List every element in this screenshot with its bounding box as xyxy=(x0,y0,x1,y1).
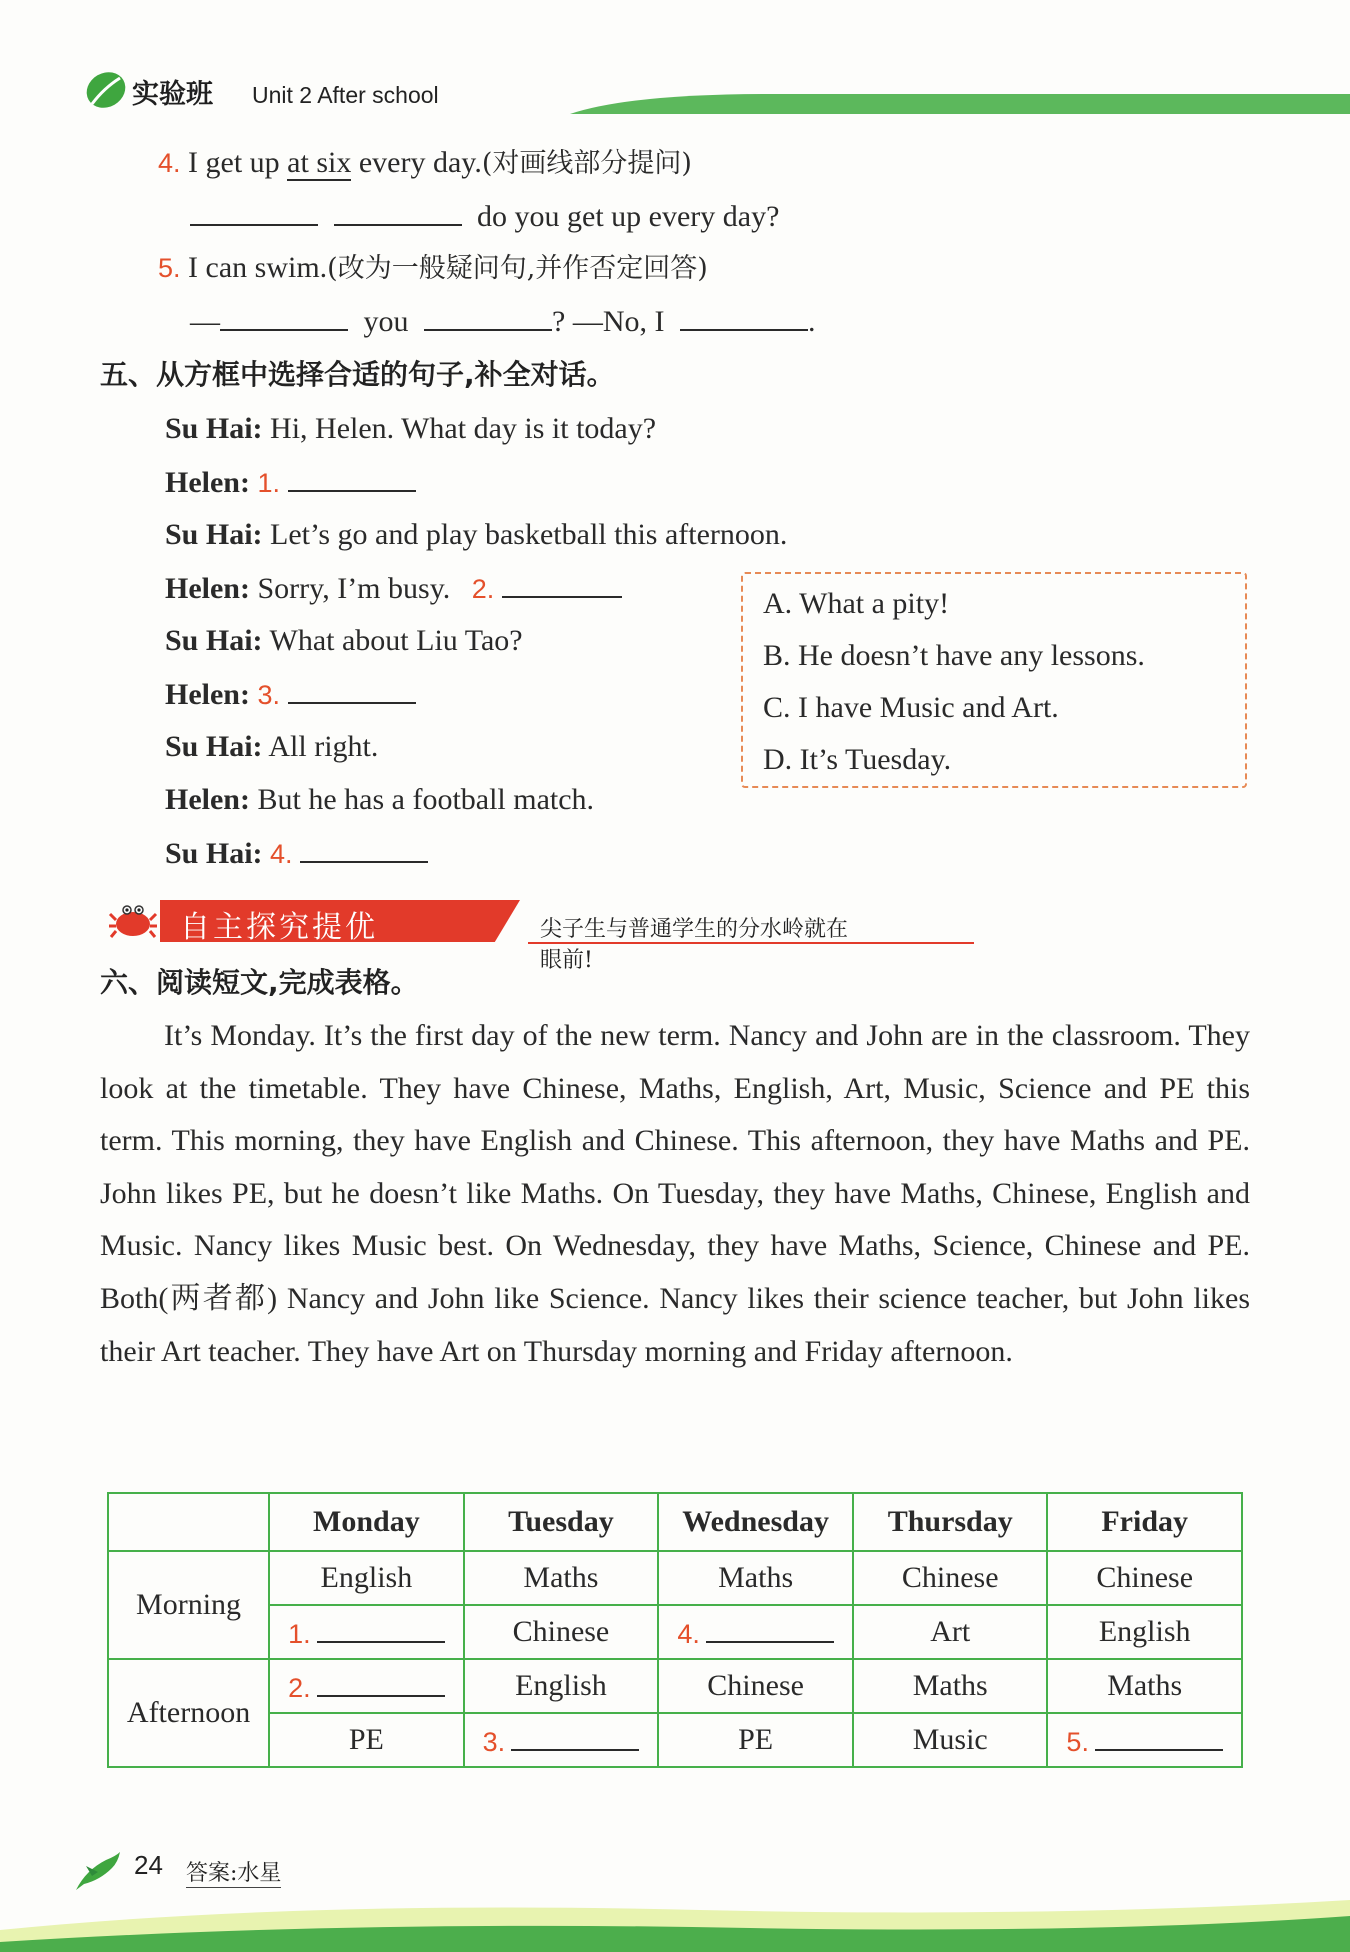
page-header xyxy=(80,70,1300,120)
table-header-cell: Tuesday xyxy=(464,1493,659,1551)
answer-blank[interactable] xyxy=(288,464,416,492)
question-5-answer: — you ? —No, I . xyxy=(190,305,816,338)
unit-title: Unit 2 After school xyxy=(252,82,439,108)
table-cell: English xyxy=(269,1551,464,1605)
table-cell: PE xyxy=(269,1713,464,1767)
answer-blank[interactable] xyxy=(1095,1721,1223,1751)
table-cell: Maths xyxy=(464,1551,659,1605)
option-c: C. I have Music and Art. xyxy=(763,691,1059,724)
timetable xyxy=(107,1492,1243,1768)
options-box xyxy=(741,572,1247,788)
answer-blank[interactable] xyxy=(220,303,348,331)
answer-blank[interactable] xyxy=(317,1613,445,1643)
dialogue-line: Su Hai: What about Liu Tao? xyxy=(165,624,523,657)
answer-blank[interactable] xyxy=(680,303,808,331)
footer-green-wave xyxy=(0,1880,1350,1952)
leaf-logo-icon xyxy=(84,70,128,110)
row-label-afternoon: Afternoon xyxy=(108,1659,269,1767)
table-header-cell: Monday xyxy=(269,1493,464,1551)
table-cell: Maths xyxy=(658,1551,853,1605)
answer-blank[interactable] xyxy=(334,198,462,226)
question-4: 4. I get up at six every day.(对画线部分提问) xyxy=(158,146,692,179)
dialogue-line: Su Hai: Let’s go and play basketball this afternoon. xyxy=(165,518,788,551)
table-cell-blank[interactable]: 2. xyxy=(269,1659,464,1713)
banner-title: 自主探究提优 xyxy=(180,910,378,945)
table-cell: PE xyxy=(658,1713,853,1767)
underlined-phrase: at six xyxy=(287,146,352,179)
table-cell: English xyxy=(1047,1605,1242,1659)
table-cell-blank[interactable]: 4. xyxy=(658,1605,853,1659)
table-cell: Art xyxy=(853,1605,1047,1659)
table-cell: Chinese xyxy=(658,1659,853,1713)
dialogue-line: Helen: But he has a football match. xyxy=(165,783,595,816)
dialogue-line: Su Hai: 4. xyxy=(165,835,428,872)
header-green-bar xyxy=(570,92,1350,114)
table-cell: Maths xyxy=(1047,1659,1242,1713)
section-banner xyxy=(108,900,868,973)
answer-blank[interactable] xyxy=(511,1721,639,1751)
dialogue-line: Helen: 3. xyxy=(165,676,416,713)
answer-blank[interactable] xyxy=(300,835,428,863)
question-5: 5. I can swim.(改为一般疑问句,并作否定回答) xyxy=(158,251,708,284)
table-cell: Music xyxy=(853,1713,1047,1767)
table-row xyxy=(108,1659,1242,1713)
section-5-title: 五、从方框中选择合适的句子,补全对话。 xyxy=(100,358,615,391)
table-header-row xyxy=(108,1493,1242,1551)
option-a: A. What a pity! xyxy=(763,587,950,620)
banner-subtitle: 尖子生与普通学生的分水岭就在眼前! xyxy=(540,917,849,973)
table-cell: Chinese xyxy=(853,1551,1047,1605)
brand-name: 实验班 xyxy=(132,79,213,110)
option-d: D. It’s Tuesday. xyxy=(763,743,952,776)
instruction-note: (改为一般疑问句,并作否定回答) xyxy=(327,253,708,284)
table-header-cell: Wednesday xyxy=(658,1493,853,1551)
dialogue-line: Su Hai: Hi, Helen. What day is it today? xyxy=(165,412,657,445)
table-cell-blank[interactable]: 1. xyxy=(269,1605,464,1659)
table-row xyxy=(108,1551,1242,1605)
answer-blank[interactable] xyxy=(502,570,622,598)
answer-blank[interactable] xyxy=(317,1667,445,1697)
answer-blank[interactable] xyxy=(190,198,318,226)
question-number: 4. xyxy=(158,148,181,178)
page-number: 24 xyxy=(134,1850,163,1880)
table-cell: Chinese xyxy=(1047,1551,1242,1605)
crab-icon xyxy=(108,900,158,942)
instruction-note: (对画线部分提问) xyxy=(481,148,692,179)
question-number: 5. xyxy=(158,253,181,283)
table-cell: English xyxy=(464,1659,659,1713)
dialogue-line: Su Hai: All right. xyxy=(165,730,379,763)
table-cell-blank[interactable]: 5. xyxy=(1047,1713,1242,1767)
option-b: B. He doesn’t have any lessons. xyxy=(763,639,1145,672)
dialogue-line: Helen: 1. xyxy=(165,464,416,501)
table-cell: Maths xyxy=(853,1659,1047,1713)
section-6-title: 六、阅读短文,完成表格。 xyxy=(100,966,419,999)
table-header-cell: Thursday xyxy=(853,1493,1047,1551)
answer-blank[interactable] xyxy=(288,676,416,704)
answer-blank[interactable] xyxy=(706,1613,834,1643)
answer-key: 答案:水星 xyxy=(186,1856,281,1888)
table-corner xyxy=(108,1493,269,1551)
dialogue-line: Helen: Sorry, I’m busy. 2. xyxy=(165,570,622,607)
table-cell: Chinese xyxy=(464,1605,659,1659)
table-row xyxy=(108,1605,1242,1659)
reading-passage: It’s Monday. It’s the first day of the new term. Nancy and John are in the classroom. They look at the timetable. They have Chinese, Maths, English, Art, Music, Science and PE this term. This morning, they have English and Chinese. This afternoon, they have Maths and PE. John likes PE, but he doesn’t like Maths. On Tuesday, they have Maths, Chinese, English and Music. Nancy likes Music best. On Wednesday, they have Maths, Science, Chinese and PE. Both(两者都) Nancy and John like Science. Nancy likes their science teacher, but John likes their Art teacher. They have Art on Thursday morning and Friday afternoon. xyxy=(100,1019,1250,1368)
table-row xyxy=(108,1713,1242,1767)
table-cell-blank[interactable]: 3. xyxy=(464,1713,659,1767)
answer-blank[interactable] xyxy=(424,303,552,331)
question-4-answer: do you get up every day? xyxy=(190,198,779,235)
row-label-morning: Morning xyxy=(108,1551,269,1659)
table-header-cell: Friday xyxy=(1047,1493,1242,1551)
banner-underline xyxy=(528,942,974,944)
